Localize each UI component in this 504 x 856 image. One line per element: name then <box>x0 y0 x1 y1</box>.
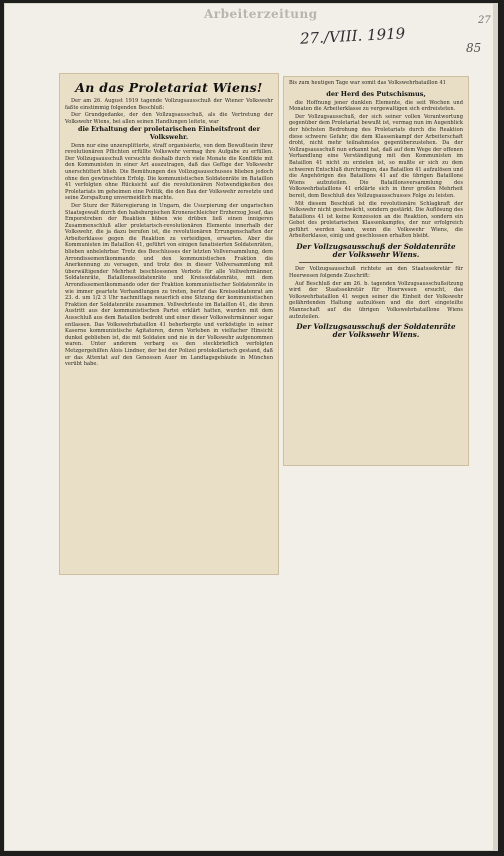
article-signature: Der Vollzugsausschuß der Soldatenräte der Volkswehr Wiens. <box>296 322 456 340</box>
article-paragraph: Denn nur eine unzersplitterte, straff organisierte, von dem Bewußtsein ihrer revolutionären Pflichten erfüllte Volkswehr vermag ihre Aufgabe zu erfüllen. Der Vollzugsausschuß versuchte deshalb durch viele Monate die Konflikte mit den Kommunisten in einer Art auszutragen, daß das Gefüge der Volkswehr unerschüttert blieb. Die Bemühungen des Vollzugsausschusses blieben jedoch ohne den gewünschten Erfolg. Die kommunistischen Soldatenräte im Bataillon 41 verfolgten ohne Rücksicht auf die revolutionären Notwendigkeiten des Proletariats im geheimen eine Politik, die den Bau der Volkswehr zersetzte und seine Zerspaltung unvermeidlich machte. <box>65 142 273 202</box>
handwritten-date: 27./VIII. 1919 <box>299 24 406 48</box>
article-signature: Der Vollzugsausschuß der Soldatenräte der Volkswehr Wiens. <box>296 242 456 260</box>
article-paragraph: Der Sturz der Räteregierung in Ungarn, die Usurpierung der ungarischen Staatsgewalt durch den habsburgischen Kronenschleicher Erzherzog Josef, das Emporstreben der Reaktion hüben wie drüben ließ einen innigeren Zusammenschluß aller proletarisch-revolutionären Elemente innerhalb der Volkswehr, die ja dazu berufen ist, die revolutionären Errungenschaften der Arbeiterklasse gegen die Reaktion zu verteidigen, erwarten. Aber die Kommunisten im Bataillon 41, geführt von einigen fanatisierten Soldatenräten, blieben unbelehrbar. Trotz des Beschlusses der letzten Vollversammlung, dem Arrondissementkommando und den kommunistischen Fraktion die Anerkennung zu versagen, und trotz des in dieser Vollversammlung mit überwältigender Mehrheit beschlossenen Verbots für alle Vollwehrmänner, Soldatenräte, Bataillonssoldatenräte und Kreissoldatenräte, mit dem Arrondissementkommando oder der Fraktion kommunistischer Soldatenräte in wie immer geartete Verhandlungen zu treten, berief das Kreissoldatenrat am 23. d. um 1/2 3 Uhr nachmittags neuerlich eine Sitzung der kommunistischen Fraktion der Soldatenräte zusammen. Vollwehrleute im Bataillon 41, die ihren Austritt aus der kommunistischen Partei erklärt hatten, wurden mit dem Ausschluß aus dem Bataillon bedroht und einer dieser Volkswehrmänner sogar entlassen. Das Volkswehrbataillon 41 beherbergte und verköstigte in seiner Kaserne kommunistische Agitatoren, deren Vorleben in vielfacher Hinsicht dunkel geblieben ist, die mit Soldaten und nie in der Volkswehr aufgenommen waren. Unter anderem verbarg es den steckbrieflich verfolgten Metzgergehilfen Alois Lindner, der bei der Polizei protokollarisch gestand, daß er das Attentat auf den Genossen Auer im Landtagsgebäude in München verübt habe. <box>65 202 273 368</box>
article-paragraph: Auf Beschluß der am 26. b. tagenden Vollzugsausschußsitzung wird der Staatssekretär für Heerwesen ersucht, das Volkswehrbataillon 41 wegen seiner die Einheit der Volkswehr gefährdenden Haltung aufzulösen und die dort eingeteilte Mannschaft auf die übrigen Volkswehrbataillone Wiens aufzuteilen. <box>289 280 463 320</box>
article-paragraph: Der am 26. August 1919 tagende Vollzugsausschuß der Wiener Volkswehr faßte einstimmig folgenden Beschluß: <box>65 98 273 111</box>
right-clipping <box>284 77 468 465</box>
article-subhead: der Herd des Putschismus, <box>326 89 426 98</box>
article-paragraph: Der Vollzugsausschuß richtete an den Staatssekretär für Heerwesen folgende Zuschrift: <box>289 266 463 280</box>
article-paragraph: die Hoffnung jener dunklen Elemente, die seit Wochen und Monaten die Arbeiterklasse zu vergewaltigen sich erdreisteten. <box>289 99 463 113</box>
article-paragraph: Der Vollzugsausschuß, der sich seiner vollen Verantwortung gegenüber dem Proletariat bewußt ist, vermag nun im Augenblick der höchsten Bedrohung des Proletariats durch die Reaktion diese schwere Gefahr, die dem Klassenkampf der Arbeiterschaft droht, nicht mehr teilnahmslos gegenüberzustehen. Da der Vollzugsausschuß nun erkannt hat, daß auf dem Wege der offenen Verhandlung eine Verständigung mit den Kommunisten im Bataillon 41 nicht zu erzielen ist, so mußte er sich zu dem schweren Entschluß durchringen, das Bataillon 41 aufzulösen und die Angehörigen des Bataillons 41 auf die übrigen Bataillone Wiens aufzuteilen. Die Bataillonsversammlung des Volkswehrbataillons 41 erklärte sich in ihrer großen Mehrheit bereit, dem Beschluß des Vollzugsausschusses Folge zu leisten. <box>289 113 463 199</box>
page-number: 85 <box>466 41 482 55</box>
article-title: An das Proletariat Wiens! <box>75 80 263 95</box>
article-paragraph: Mit diesem Beschluß ist die revolutionäre Schlagkraft der Volkswehr nicht geschwächt, sondern gestärkt. Die Auflösung des Bataillons 41 ist keine Konzession an die Reaktion, sondern ein Gebot des proletarischen Klassenkampfes, der nur erfolgreich geführt werden kann, wenn die Volkswehr Wiens, die Arbeiterklasse, einig und geschlossen erhalten bleibt. <box>289 200 463 240</box>
divider <box>299 262 453 263</box>
left-clipping <box>60 74 278 574</box>
article-emphasis: die Erhaltung der proletarischen Einheitsfront der Volkswehr. <box>78 125 260 141</box>
article-intro: Bis zum heutigen Tage war somit das Volkswehrbataillon 41 <box>289 80 446 86</box>
article-paragraph: Der Grundgedanke, der den Vollzugsausschuß, als die Vertretung der Volkswehr Wiens, bei allen seinen Handlungen leitete, war <box>65 112 273 125</box>
corner-mark: 27 <box>478 15 491 26</box>
archive-stamp: Arbeiterzeitung <box>204 7 318 21</box>
sheet-edge <box>493 3 498 851</box>
archive-sheet <box>4 3 498 851</box>
